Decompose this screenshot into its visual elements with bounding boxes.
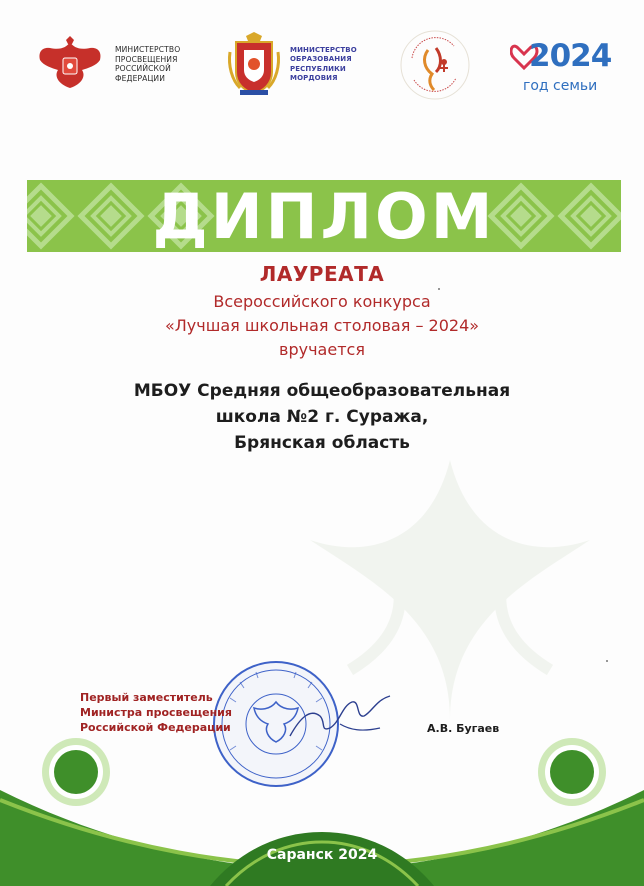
- laureate-heading: ЛАУРЕАТА: [259, 262, 385, 286]
- ministry-mordovia-line: ОБРАЗОВАНИЯ: [290, 55, 352, 64]
- recipient-line-1: МБОУ Средняя общеобразовательная: [133, 381, 511, 401]
- signer-position-line: Российской Федерации: [80, 721, 231, 734]
- contest-logo: [398, 28, 472, 102]
- ministry-prosv-line: ФЕДЕРАЦИИ: [115, 73, 165, 83]
- signer-position: [80, 690, 232, 735]
- scan-speck: [606, 660, 608, 662]
- russian-eagle-emblem: [36, 36, 104, 92]
- diploma-title: ДИПЛОМ: [152, 180, 496, 252]
- place-and-year: Саранск 2024: [266, 847, 378, 863]
- mordovia-coat-of-arms: [226, 32, 282, 98]
- ministry-mordovia-line: РЕСПУБЛИКИ: [290, 64, 346, 73]
- signer-name: А.В. Бугаев: [427, 722, 500, 735]
- ministry-prosv-text: [115, 45, 215, 83]
- ministry-mordovia-text: [290, 46, 370, 84]
- handwritten-signature: [280, 688, 400, 748]
- ministry-mordovia-line: МОРДОВИЯ: [290, 74, 338, 83]
- ministry-prosv-line: ПРОСВЕЩЕНИЯ: [115, 54, 178, 64]
- contest-line-1: Всероссийского конкурса: [213, 292, 431, 311]
- contest-line-2: «Лучшая школьная столовая – 2024»: [164, 316, 480, 335]
- ministry-mordovia-line: МИНИСТЕРСТВО: [290, 46, 357, 54]
- signer-position-line: Министра просвещения: [80, 706, 232, 719]
- recipient-line-3: Брянская область: [234, 433, 410, 453]
- scan-speck: [438, 288, 440, 290]
- recipient-line-2: школа №2 г. Суража,: [215, 407, 429, 427]
- title-banner: [27, 180, 621, 252]
- contest-line-3: вручается: [279, 340, 365, 359]
- ministry-prosv-line: МИНИСТЕРСТВО: [115, 45, 181, 54]
- ministry-prosv-line: РОССИЙСКОЙ: [115, 64, 171, 73]
- signer-position-line: Первый заместитель: [80, 691, 213, 704]
- year-logo-subtitle: год семьи: [523, 78, 598, 94]
- year-logo-number: 2024: [529, 38, 612, 74]
